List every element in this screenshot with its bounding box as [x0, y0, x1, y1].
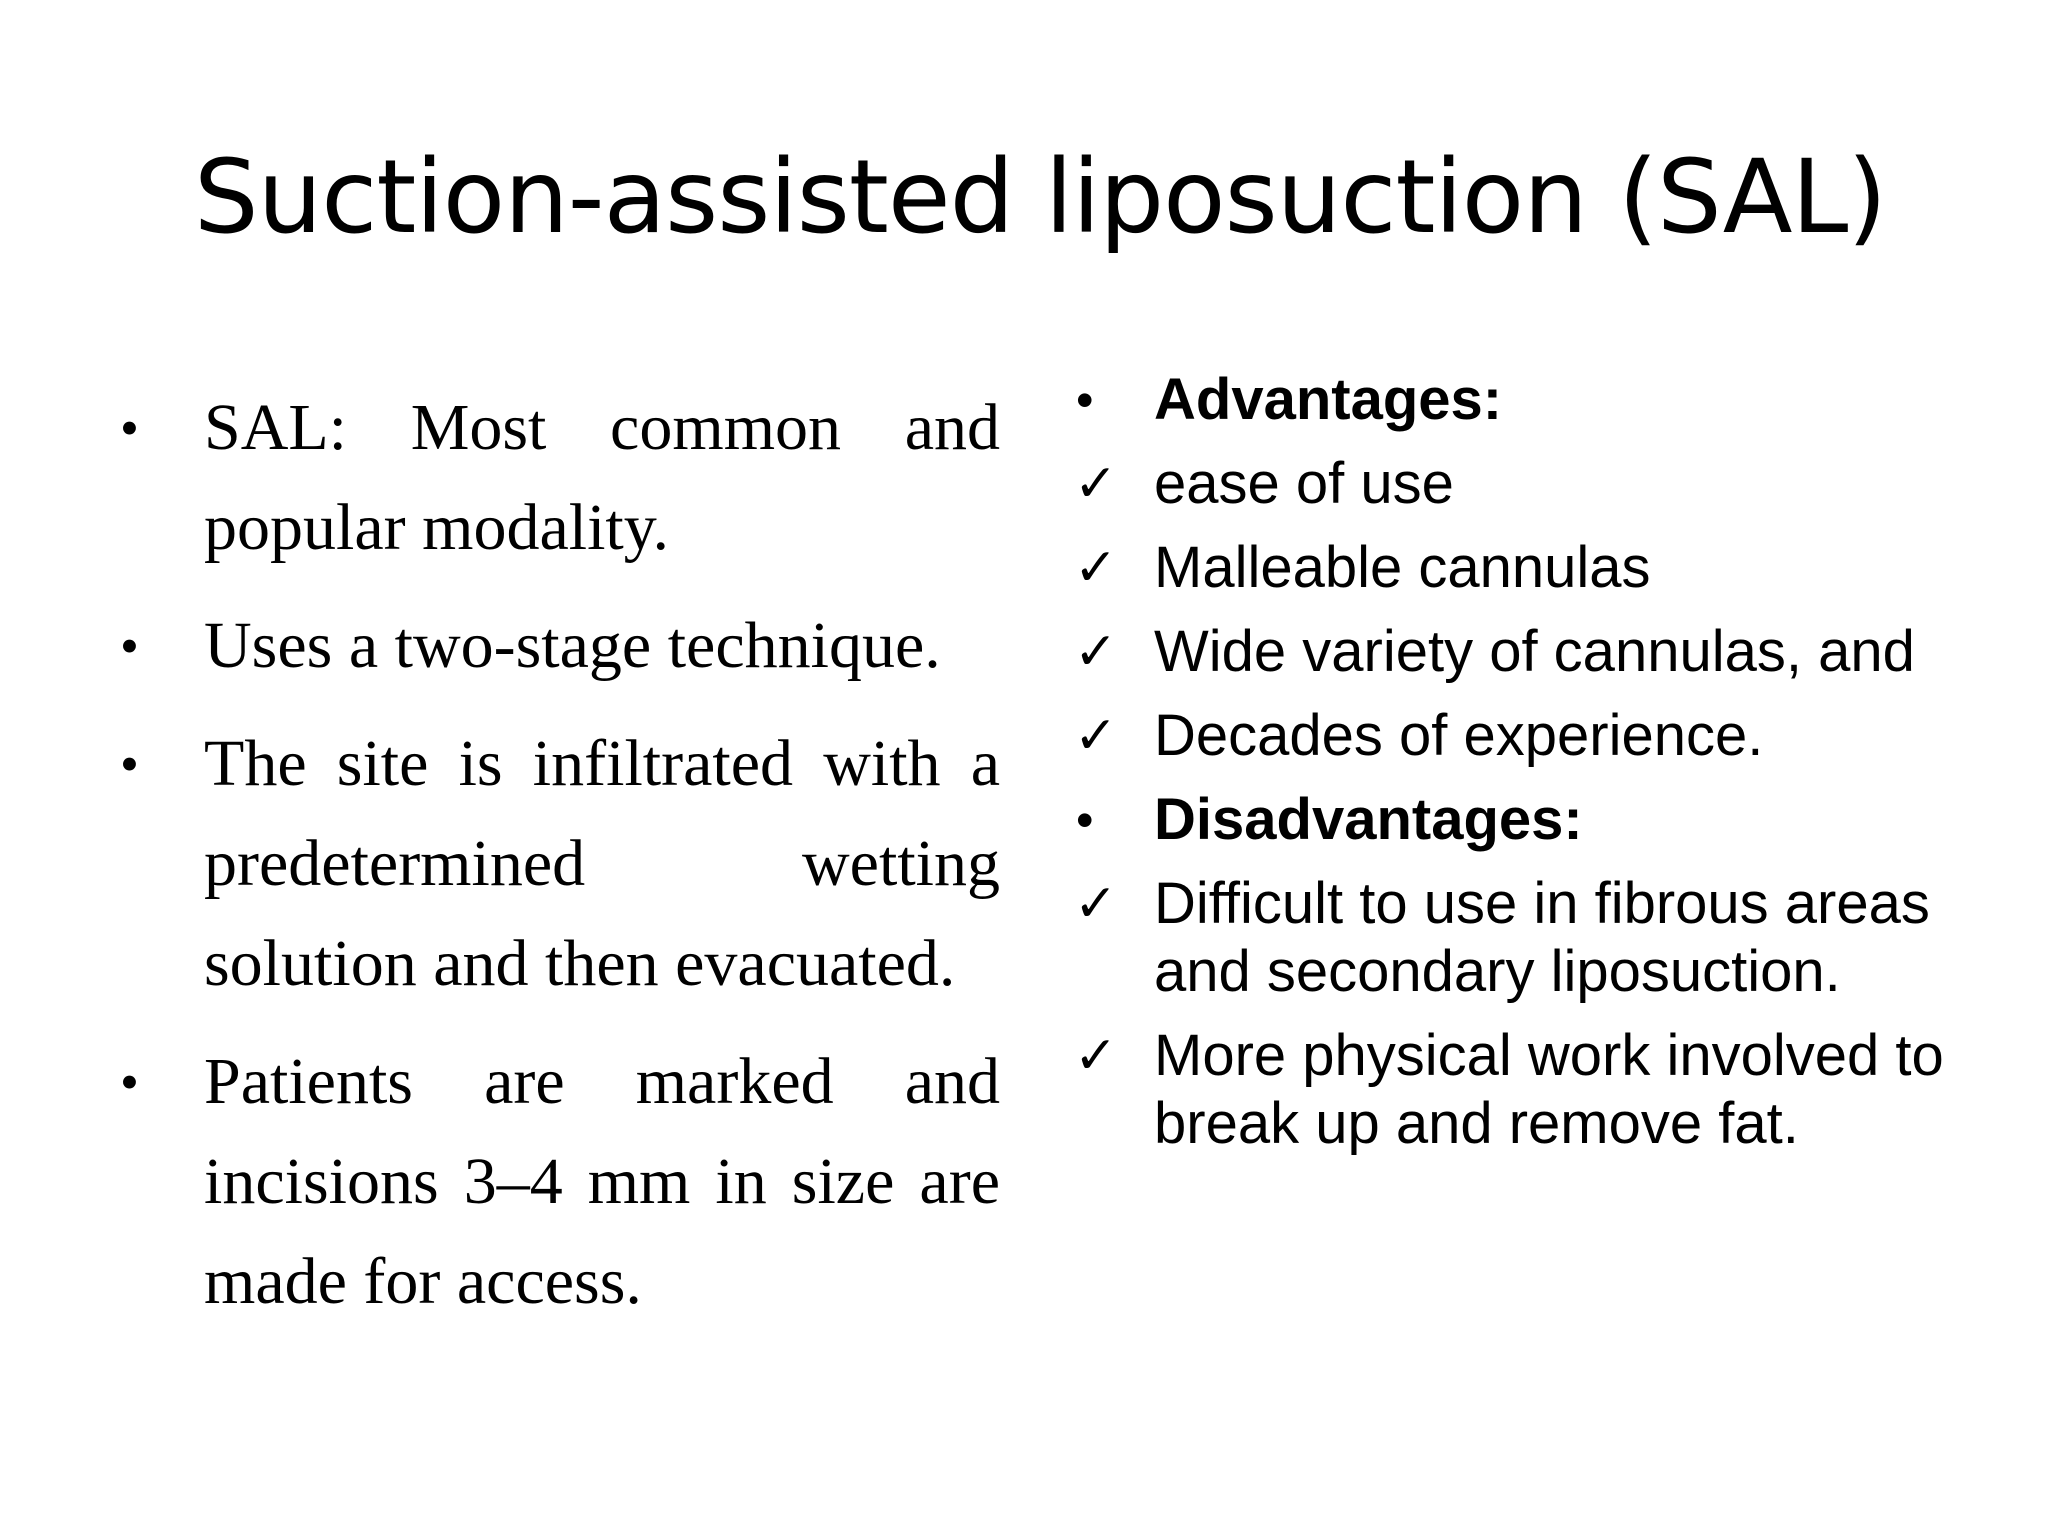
bullet-icon: • [1076, 372, 1094, 428]
list-item [120, 378, 1000, 578]
bullet-text: SAL: Most common and popular modality. [204, 391, 1000, 564]
bullet-text: Uses a two-stage technique. [204, 609, 941, 682]
advantage-text: Malleable cannulas [1154, 535, 1651, 600]
right-bullet-list [1068, 366, 1988, 1174]
checkmark-icon: ✓ [1074, 874, 1118, 934]
advantage-text: Wide variety of cannulas, and [1154, 619, 1915, 684]
advantages-heading: Advantages: [1154, 367, 1503, 432]
advantage-item [1068, 450, 1988, 518]
list-item [120, 714, 1000, 1014]
disadvantages-heading-item [1068, 786, 1988, 854]
disadvantage-item [1068, 1022, 1988, 1158]
disadvantage-text: Difficult to use in fibrous areas and secondary liposuction. [1154, 871, 1930, 1004]
advantage-item [1068, 702, 1988, 770]
advantage-item [1068, 618, 1988, 686]
list-item [120, 1032, 1000, 1332]
checkmark-icon: ✓ [1074, 454, 1118, 514]
checkmark-icon: ✓ [1074, 622, 1118, 682]
checkmark-icon: ✓ [1074, 538, 1118, 598]
bullet-icon: • [1076, 792, 1094, 848]
bullet-text: Patients are marked and incisions 3–4 mm in size are made for access. [204, 1045, 1000, 1318]
left-bullet-list [120, 378, 1000, 1350]
bullet-icon: • [120, 398, 139, 458]
advantages-heading-item [1068, 366, 1988, 434]
disadvantages-heading: Disadvantages: [1154, 787, 1583, 852]
advantage-item [1068, 534, 1988, 602]
list-item [120, 596, 1000, 696]
disadvantage-item [1068, 870, 1988, 1006]
disadvantage-text: More physical work involved to break up and remove fat. [1154, 1023, 1944, 1156]
bullet-icon: • [120, 616, 139, 676]
checkmark-icon: ✓ [1074, 1026, 1118, 1086]
advantage-text: Decades of experience. [1154, 703, 1764, 768]
checkmark-icon: ✓ [1074, 706, 1118, 766]
bullet-icon: • [120, 734, 139, 794]
bullet-icon: • [120, 1052, 139, 1112]
slide-title: Suction-assisted liposuction (SAL) [193, 138, 1887, 257]
bullet-text: The site is infiltrated with a predetermined wetting solution and then evacuated. [204, 727, 1000, 1000]
advantage-text: ease of use [1154, 451, 1454, 516]
